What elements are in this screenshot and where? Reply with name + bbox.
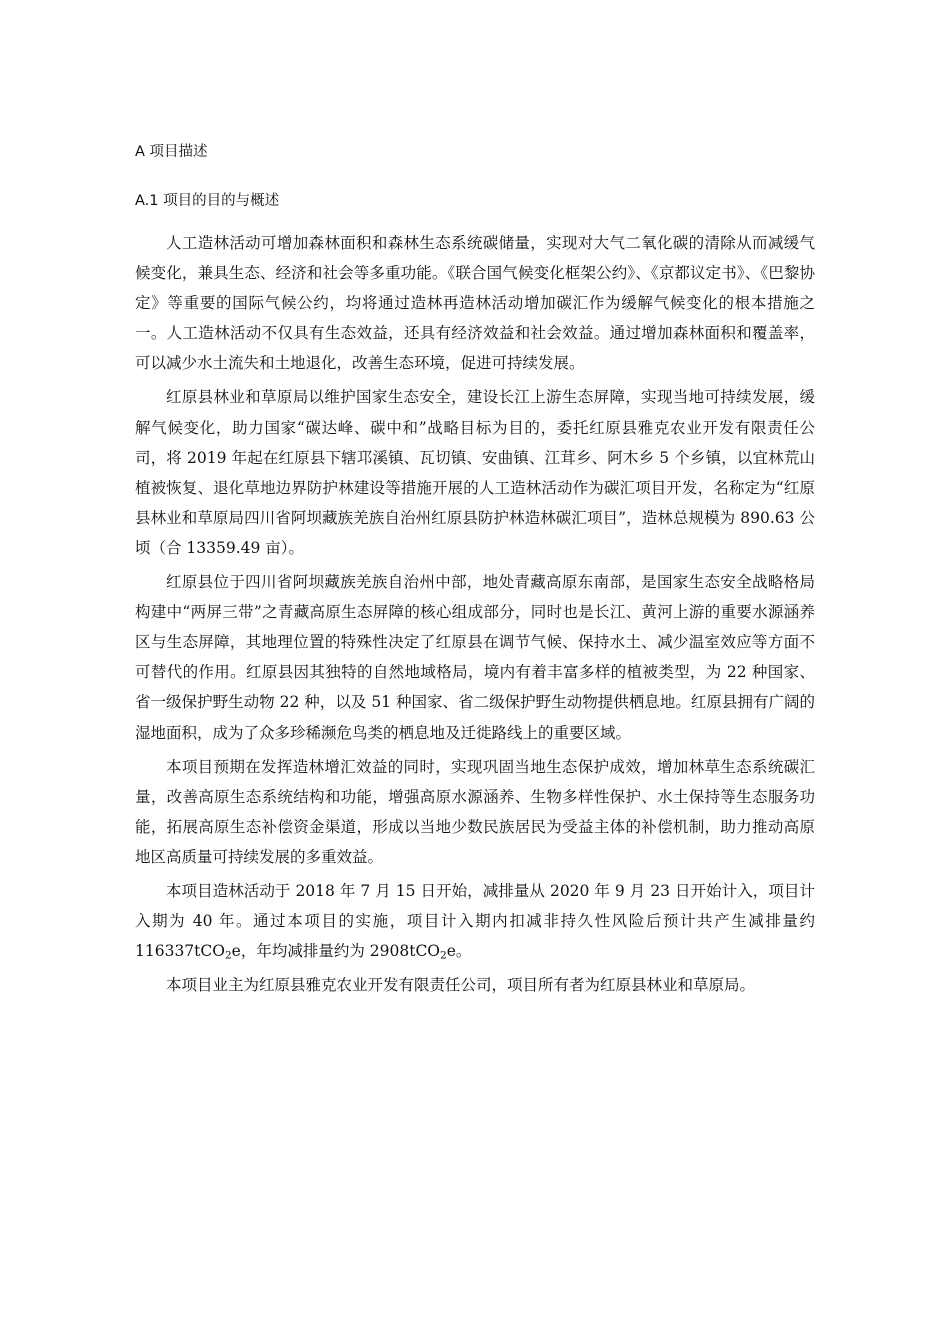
- section-heading: A 项目描述: [135, 144, 208, 160]
- subsection-heading: A.1 项目的目的与概述: [135, 193, 280, 209]
- paragraph-afforestation-benefits: 人工造林活动可增加森林面积和森林生态系统碳储量，实现对大气二氧化碳的清除从而减缓气候变化，兼具生态、经济和社会等多重功能。《联合国气候变化框架公约》、《京都议定书》、《巴黎协定》等重要的国际气候公约，均将通过造林再造林活动增加碳汇作为缓解气候变化的根本措施之一。人工造林活动不仅具有生态效益，还具有经济效益和社会效益。通过增加森林面积和覆盖率，可以减少水土流失和土地退化，改善生态环境，促进可持续发展。: [135, 234, 815, 373]
- crediting-text-end: e。: [446, 942, 472, 961]
- crediting-text-mid: e，年均减排量约为 2908tCO: [231, 942, 441, 961]
- body-text: [135, 228, 815, 1004]
- subscript-2: 2: [224, 949, 232, 962]
- subscript-2: 2: [440, 949, 447, 962]
- paragraph-expected-benefits: 本项目预期在发挥造林增汇效益的同时，实现巩固当地生态保护成效，增加林草生态系统碳汇量，改善高原生态系统结构和功能，增强高原水源涵养、生物多样性保护、水土保持等生态服务功能，拓展高原生态补偿资金渠道，形成以当地少数民族居民为受益主体的补偿机制，助力推动高原地区高质量可持续发展的多重效益。: [135, 757, 815, 866]
- crediting-text-main: 本项目造林活动于 2018 年 7 月 15 日开始，减排量从 2020 年 9 月 23 日开始计入，项目计入期为 40 年。通过本项目的实施，项目计入期内扣减非持久性风险后预计共产生减排量约 116337tCO: [135, 881, 815, 961]
- paragraph-crediting-period: [135, 876, 815, 966]
- paragraph-project-origin: 红原县林业和草原局以维护国家生态安全，建设长江上游生态屏障，实现当地可持续发展，缓解气候变化，助力国家“碳达峰、碳中和”战略目标为目的，委托红原县雅克农业开发有限责任公司，将 2019 年起在红原县下辖邛溪镇、瓦切镇、安曲镇、江茸乡、阿木乡 5 个乡镇，以宜林荒山植被恢复、退化草地边界防护林建设等措施开展的人工造林活动作为碳汇项目开发，名称定为“红原县林业和草原局四川省阿坝藏族羌族自治州红原县防护林造林碳汇项目”，造林总规模为 890.63 公顷（合 13359.49 亩）。: [135, 388, 815, 557]
- paragraph-hongyuan-location: 红原县位于四川省阿坝藏族羌族自治州中部，地处青藏高原东南部，是国家生态安全战略格局构建中“两屏三带”之青藏高原生态屏障的核心组成部分，同时也是长江、黄河上游的重要水源涵养区与生态屏障，其地理位置的特殊性决定了红原县在调节气候、保持水土、减少温室效应等方面不可替代的作用。红原县因其独特的自然地域格局，境内有着丰富多样的植被类型，为 22 种国家、省一级保护野生动物 22 种，以及 51 种国家、省二级保护野生动物提供栖息地。红原县拥有广阔的湿地面积，成为了众多珍稀濒危鸟类的栖息地及迁徙路线上的重要区域。: [135, 573, 815, 742]
- paragraph-project-owner: 本项目业主为红原县雅克农业开发有限责任公司，项目所有者为红原县林业和草原局。: [166, 976, 756, 995]
